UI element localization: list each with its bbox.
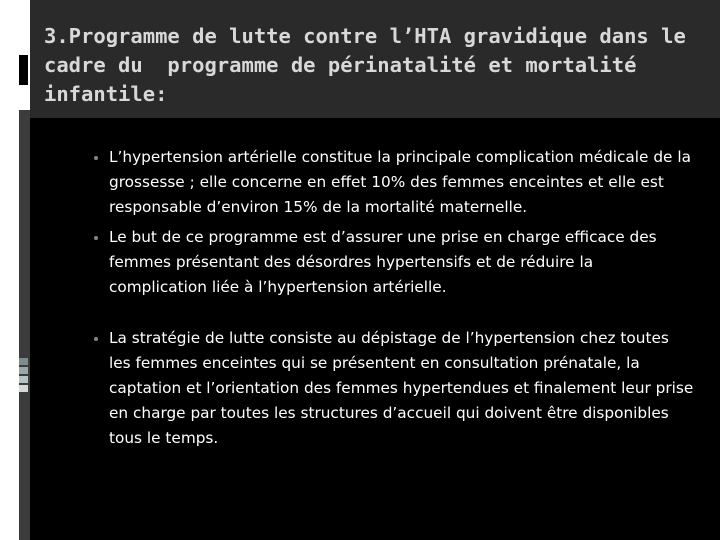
decor-square: [19, 385, 28, 392]
bullet-text: L’hypertension artérielle constitue la principale complication médicale de la grossesse ; elle concerne en effet 10% des femmes enceintes et elle est responsable d’environ 15% de la mortalité maternelle.: [109, 148, 691, 216]
bullet-dot-icon: [94, 156, 98, 160]
slide-title: 3.Programme de lutte contre l’HTA gravidique dans le cadre du programme de périnatalité et mortalité infantile:: [44, 24, 699, 106]
decor-square: [19, 367, 28, 374]
bullet-item: [94, 145, 694, 220]
bullet-item: [94, 225, 694, 300]
bullet-dot-icon: [94, 236, 98, 240]
left-decor-band: [19, 110, 30, 540]
bullet-list: [94, 145, 694, 451]
bullet-text: Le but de ce programme est d’assurer une prise en charge efficace des femmes présentant des désordres hypertensifs et de réduire la complication liée à l’hypertension artérielle.: [109, 228, 657, 296]
bullet-text: La stratégie de lutte consiste au dépistage de l’hypertension chez toutes les femmes enceintes qui se présentent en consultation prénatale, la captation et l’orientation des femmes hypertendues et finalement leur prise en charge par toutes les structures d’accueil qui doivent être disponibles tous le temps.: [109, 329, 694, 447]
bullet-dot-icon: [94, 337, 98, 341]
decor-square: [19, 376, 28, 383]
decor-block: [19, 55, 28, 85]
bullet-item: [94, 326, 694, 451]
decor-square: [19, 358, 28, 365]
